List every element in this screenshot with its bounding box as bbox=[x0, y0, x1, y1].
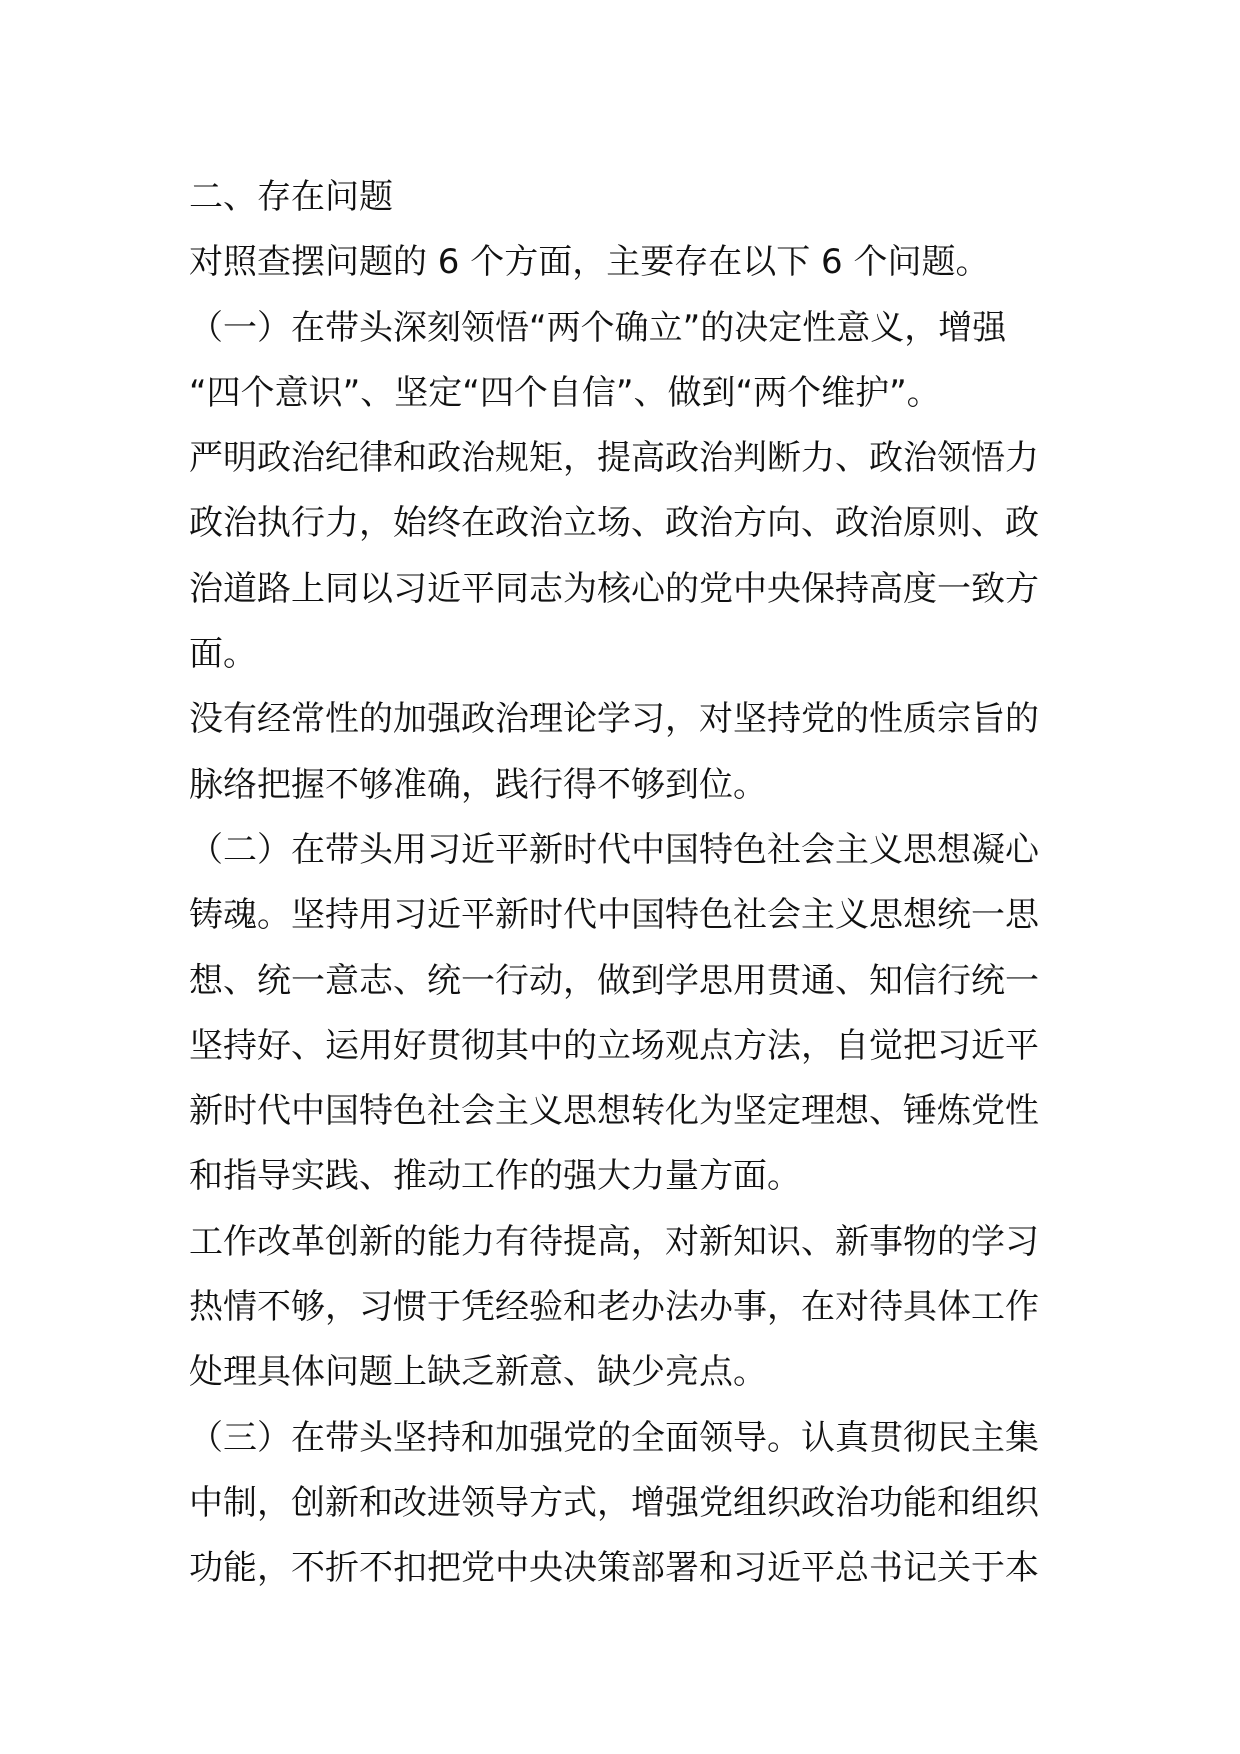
text-line: （二）在带头用习近平新时代中国特色社会主义思想凝心 bbox=[189, 829, 1039, 870]
section-heading: 二、存在问题 bbox=[189, 177, 393, 217]
document-body bbox=[189, 165, 1059, 1602]
text-line: 治道路上同以习近平同志为核心的党中央保持高度一致方 bbox=[189, 568, 1039, 609]
text-line: 热情不够，习惯于凭经验和老办法办事，在对待具体工作 bbox=[189, 1287, 1039, 1328]
text-line: 想、统一意志、统一行动，做到学思用贯通、知信行统一 bbox=[189, 960, 1039, 1001]
text-line: 坚持好、运用好贯彻其中的立场观点方法，自觉把习近平 bbox=[189, 1025, 1039, 1066]
text-line: 中制，创新和改进领导方式，增强党组织政治功能和组织 bbox=[189, 1482, 1039, 1523]
text-line: 工作改革创新的能力有待提高，对新知识、新事物的学习 bbox=[189, 1221, 1039, 1262]
text-line: 没有经常性的加强政治理论学习，对坚持党的性质宗旨的 bbox=[189, 699, 1039, 740]
text-line: 新时代中国特色社会主义思想转化为坚定理想、锤炼党性 bbox=[189, 1091, 1039, 1132]
text-line: （一）在带头深刻领悟“两个确立”的决定性意义，增强 bbox=[189, 307, 1007, 348]
text-line: 政治执行力，始终在政治立场、政治方向、政治原则、政 bbox=[189, 503, 1039, 544]
text-line: 面。 bbox=[189, 634, 257, 675]
text-line: 铸魂。坚持用习近平新时代中国特色社会主义思想统一思 bbox=[189, 895, 1039, 936]
text-line: 处理具体问题上缺乏新意、缺少亮点。 bbox=[189, 1352, 767, 1393]
text-line: 严明政治纪律和政治规矩，提高政治判断力、政治领悟力 bbox=[189, 438, 1039, 479]
text-line: 功能，不折不扣把党中央决策部署和习近平总书记关于本 bbox=[189, 1548, 1039, 1589]
text-line: “四个意识”、坚定“四个自信”、做到“两个维护”。 bbox=[189, 372, 941, 413]
text-line: 对照查摆问题的 6 个方面，主要存在以下 6 个问题。 bbox=[189, 242, 990, 283]
text-line: 和指导实践、推动工作的强大力量方面。 bbox=[189, 1156, 801, 1197]
text-line: 脉络把握不够准确，践行得不够到位。 bbox=[189, 764, 767, 805]
text-line: （三）在带头坚持和加强党的全面领导。认真贯彻民主集 bbox=[189, 1417, 1039, 1458]
